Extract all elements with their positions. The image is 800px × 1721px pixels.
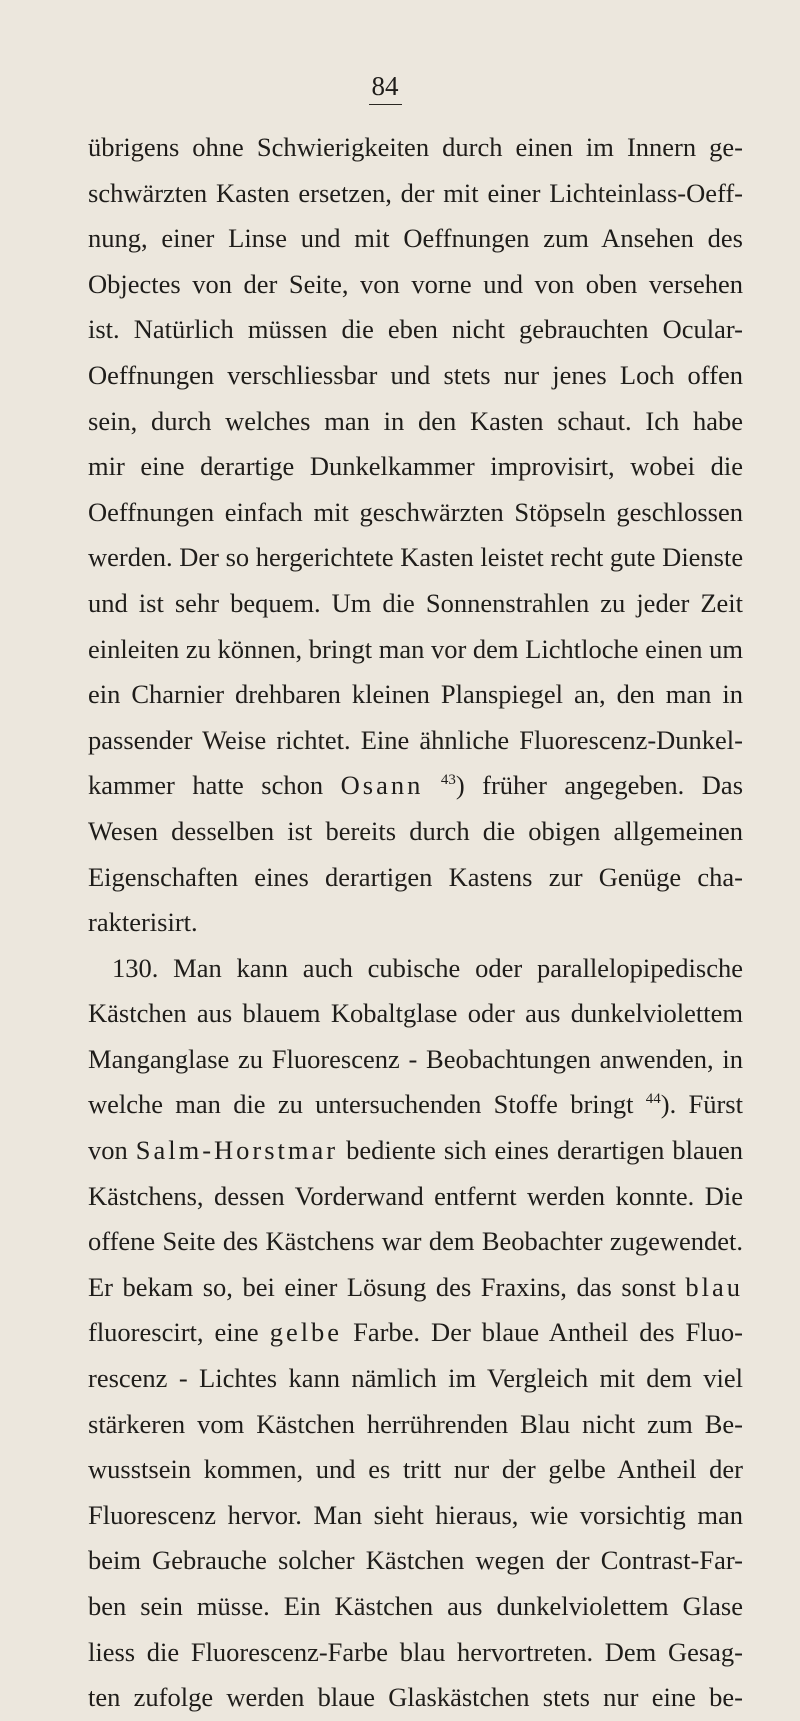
text-line: rescenz - Lichtes kann nämlich im Vergleich mit dem viel <box>88 1363 743 1394</box>
text-line: Kästchen aus blauem Kobaltglase oder aus dunkelviolettem <box>88 998 743 1029</box>
text-line: Oeffnungen verschliessbar und stets nur jenes Loch offen <box>88 359 743 390</box>
author-name-osann: Osann <box>340 770 424 801</box>
text-line: mir eine derartige Dunkelkammer improvisirt, wobei die <box>88 451 743 482</box>
text-line: Fluorescenz hervor. Man sieht hieraus, wie vorsichtig man <box>88 1499 743 1530</box>
text-line: rakterisirt. <box>88 907 198 938</box>
author-name-salm-horstmar: Salm-Horstmar <box>135 1135 339 1166</box>
paragraph-130-start: 130. Man kann auch cubische oder parallelopipedische <box>112 952 743 983</box>
text-line: schwärzten Kasten ersetzen, der mit einer Lichteinlass-Oeff- <box>88 177 743 208</box>
text-line: kammer hatte schon Osann $^{43}$) früher angegeben. Das <box>88 770 744 801</box>
page-number: 84 <box>0 70 800 105</box>
footnote-ref-43: 43 <box>440 772 456 789</box>
text-line: wusstsein kommen, und es tritt nur der gelbe Antheil der <box>88 1454 743 1485</box>
text-line: ten zufolge werden blaue Glaskästchen stets nur eine be- <box>88 1682 743 1713</box>
text-line: einleiten zu können, bringt man vor dem Lichtloche einen um <box>88 633 743 664</box>
text-line: Oeffnungen einfach mit geschwärzten Stöpseln geschlossen <box>88 496 743 527</box>
emphasis-gelbe: gelbe <box>269 1317 343 1348</box>
text-line: passender Weise richtet. Eine ähnliche Fluorescenz-Dunkel- <box>88 724 743 755</box>
text-line: offene Seite des Kästchens war dem Beobachter zugewendet. <box>88 1226 743 1257</box>
text-line: nung, einer Linse und mit Oeffnungen zum Ansehen des <box>88 223 743 254</box>
text-line: von Salm-Horstmar bediente sich eines derartigen blauen <box>88 1135 743 1166</box>
text-line: Eigenschaften eines derartigen Kastens zur Genüge cha- <box>88 861 743 892</box>
text-line: ben sein müsse. Ein Kästchen aus dunkelviolettem Glase <box>88 1591 743 1621</box>
text-line: welche man die zu untersuchenden Stoffe bringt $^{44}$). Fürst <box>88 1089 743 1120</box>
text-line: Objectes von der Seite, von vorne und von oben versehen <box>88 268 743 299</box>
text-line: ist. Natürlich müssen die eben nicht gebrauchten Ocular- <box>88 314 743 345</box>
text-line: stärkeren vom Kästchen herrührenden Blau nicht zum Be- <box>88 1408 743 1439</box>
text-line: liess die Fluorescenz-Farbe blau hervortreten. Dem Gesag- <box>88 1636 743 1667</box>
footnote-ref-44: 44 <box>645 1091 661 1108</box>
text-line: Kästchens, dessen Vorderwand entfernt werden konnte. Die <box>88 1180 743 1211</box>
text-line: sein, durch welches man in den Kasten schaut. Ich habe <box>88 405 743 436</box>
text-line: übrigens ohne Schwierigkeiten durch einen im Innern ge- <box>88 132 743 162</box>
text-line: ein Charnier drehbaren kleinen Planspiegel an, den man in <box>88 679 743 710</box>
body-text <box>88 125 743 1721</box>
emphasis-blau: blau <box>685 1271 743 1302</box>
text-line: und ist sehr bequem. Um die Sonnenstrahlen zu jeder Zeit <box>88 587 743 618</box>
text-line: Er bekam so, bei einer Lösung des Fraxins, das sonst blau <box>88 1271 743 1302</box>
text-line: werden. Der so hergerichtete Kasten leistet recht gute Dienste <box>88 542 744 573</box>
text-line: Wesen desselben ist bereits durch die obigen allgemeinen <box>88 815 743 846</box>
text-line: Manganglase zu Fluorescenz - Beobachtungen anwenden, in <box>88 1043 743 1074</box>
text-line: beim Gebrauche solcher Kästchen wegen der Contrast-Far- <box>88 1545 743 1576</box>
text-line: fluorescirt, eine gelbe Farbe. Der blaue Antheil des Fluo- <box>88 1317 743 1348</box>
